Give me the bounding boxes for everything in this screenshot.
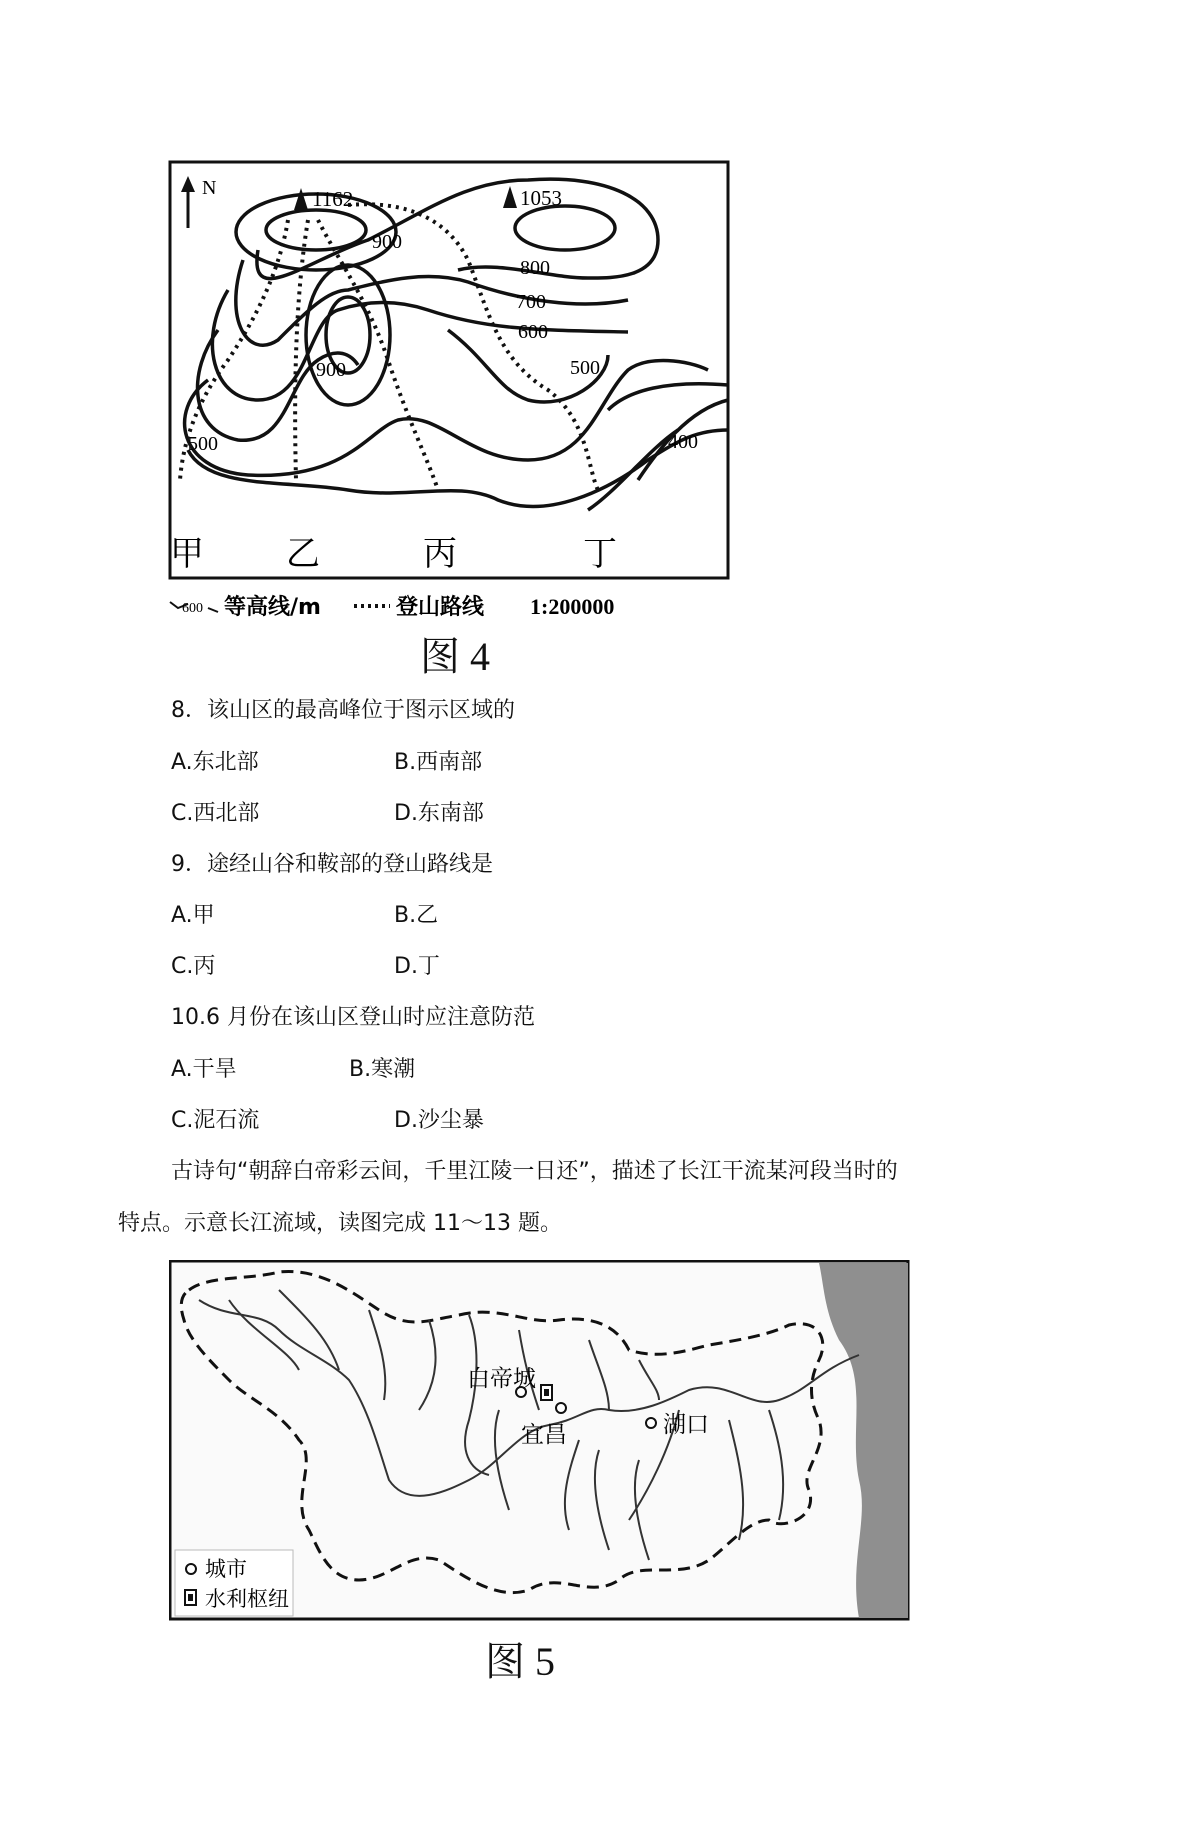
question-10-stem: 10.6 月份在该山区登山时应注意防范 — [171, 1005, 535, 1030]
question-8-option-d: D.东南部 — [394, 801, 484, 826]
contour-value: 500 — [188, 433, 218, 455]
question-10-option-d: D.沙尘暴 — [394, 1108, 484, 1133]
map-legend — [170, 594, 614, 620]
question-8-option-a: A.东北部 — [171, 750, 259, 775]
contour-value: 600 — [518, 321, 548, 343]
yangtze-basin-map — [169, 1260, 911, 1622]
passage-line-2: 特点。示意长江流域，读图完成 11～13 题。 — [118, 1211, 562, 1236]
route-jia-label: 甲 — [170, 536, 204, 573]
legend-city-label: 城市 — [205, 1557, 247, 1581]
contour-value: 400 — [668, 431, 698, 453]
question-9-option-b: B.乙 — [394, 903, 439, 928]
contour-value: 700 — [516, 291, 546, 313]
contour-value: 500 — [570, 357, 600, 379]
peak-1162-label: 1162 — [312, 187, 354, 211]
question-10-option-b: B.寒潮 — [349, 1057, 416, 1082]
contour-map — [168, 160, 730, 625]
contour-value: 800 — [520, 257, 550, 279]
contour-value: 900 — [316, 359, 346, 381]
question-9-stem: 9．途经山谷和鞍部的登山路线是 — [171, 852, 493, 877]
figure-4-caption: 图 4 — [420, 634, 490, 679]
hukou-marker-icon — [646, 1418, 656, 1428]
question-10-option-a: A.干旱 — [171, 1057, 237, 1082]
route-ding-label: 丁 — [583, 536, 617, 573]
legend-contour-label: 等高线/m — [224, 595, 321, 620]
route-yi-label: 乙 — [286, 536, 320, 573]
legend-dam-label: 水利枢纽 — [205, 1587, 289, 1611]
legend-contour-value: 600 — [182, 601, 203, 616]
question-9-option-a: A.甲 — [171, 903, 215, 928]
question-10-option-c: C.泥石流 — [171, 1108, 260, 1133]
peak-1053-label: 1053 — [520, 186, 562, 210]
hukou-label: 湖口 — [663, 1412, 709, 1438]
question-8-option-b: B.西南部 — [394, 750, 483, 775]
contour-value: 900 — [372, 231, 402, 253]
figure-5-caption: 图 5 — [485, 1639, 555, 1684]
route-bing-label: 丙 — [423, 536, 457, 573]
question-9-option-d: D.丁 — [394, 954, 440, 979]
question-8-option-c: C.西北部 — [171, 801, 260, 826]
question-8-stem: 8．该山区的最高峰位于图示区域的 — [171, 698, 515, 723]
map5-legend — [175, 1550, 293, 1616]
city-legend-icon — [186, 1564, 196, 1574]
baidicheng-label: 白帝城 — [467, 1366, 536, 1392]
dam-marker-icon — [541, 1385, 552, 1400]
yichang-label: 宜昌 — [521, 1422, 567, 1448]
passage-line-1: 古诗句“朝辞白帝彩云间，千里江陵一日还”，描述了长江干流某河段当时的 — [171, 1159, 898, 1184]
yichang-marker-icon — [556, 1403, 566, 1413]
legend-route-label: 登山路线 — [396, 595, 485, 620]
north-label: N — [202, 177, 217, 199]
question-9-option-c: C.丙 — [171, 954, 216, 979]
legend-scale: 1:200000 — [530, 594, 615, 619]
